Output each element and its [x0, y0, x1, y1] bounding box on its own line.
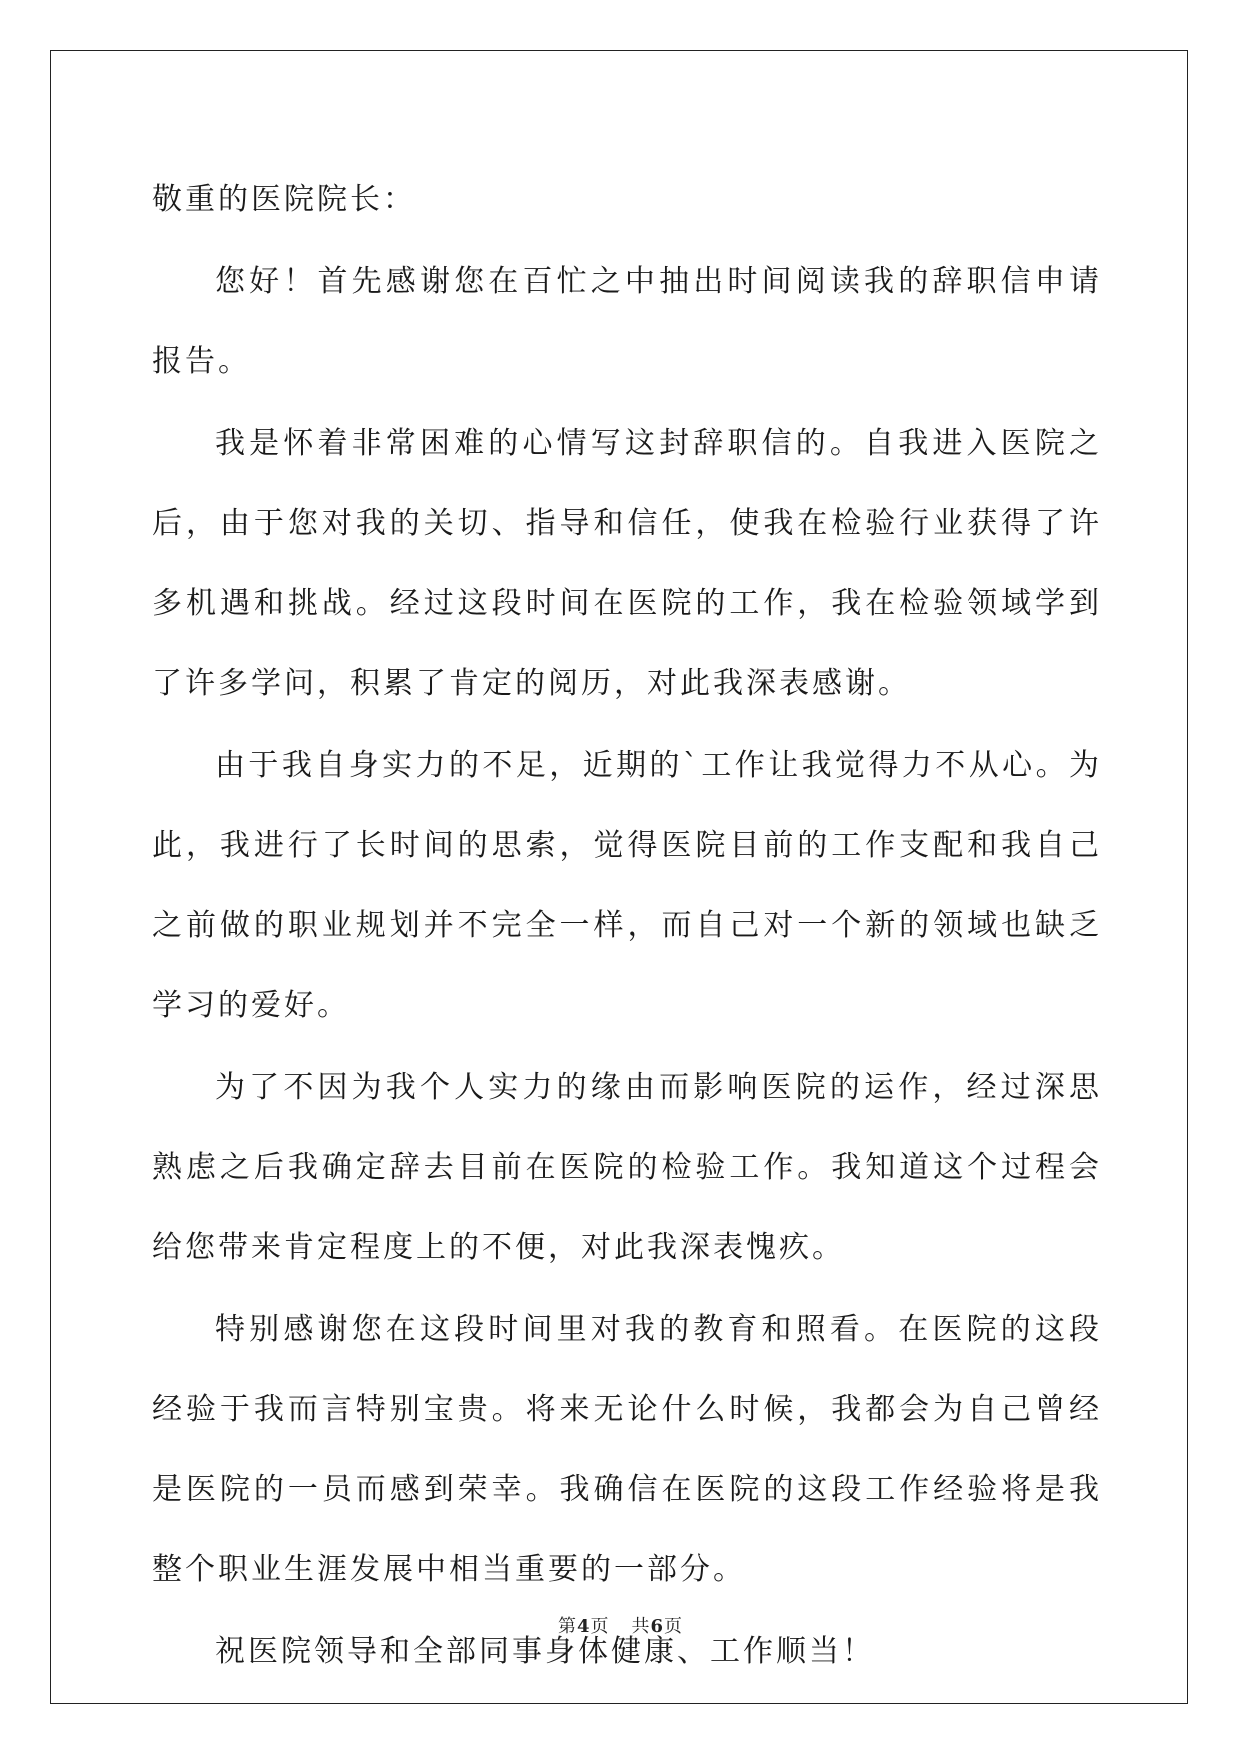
- letter-paragraph-3: 由于我自身实力的不足，近期的`工作让我觉得力不从心。为此，我进行了长时间的思索，觉得医院目前的工作支配和我自己之前做的职业规划并不完全一样，而自己对一个新的领域也缺乏学习的爱好。: [152, 748, 1102, 1023]
- current-page-number: 4: [576, 1616, 591, 1637]
- letter-paragraph-4: 为了不因为我个人实力的缘由而影响医院的运作，经过深思熟虑之后我确定辞去目前在医院的检验工作。我知道这个过程会给您带来肯定程度上的不便，对此我深表愧疚。: [152, 1070, 1102, 1265]
- page-footer: [0, 1612, 1241, 1638]
- letter-salutation: 敬重的医院院长：: [152, 182, 416, 217]
- letter-paragraph-2: 我是怀着非常困难的心情写这封辞职信的。自我进入医院之后，由于您对我的关切、指导和信任，使我在检验行业获得了许多机遇和挑战。经过这段时间在医院的工作，我在检验领域学到了许多学问，积累了肯定的阅历，对此我深表感谢。: [152, 426, 1102, 701]
- letter-paragraph-6: 祝医院领导和全部同事身体健康、工作顺当！: [215, 1634, 875, 1669]
- page-number-suffix: 页: [590, 1616, 610, 1637]
- page-number-prefix: 第: [557, 1616, 577, 1637]
- letter-body: [152, 160, 1102, 1694]
- letter-paragraph-5: 特别感谢您在这段时间里对我的教育和照看。在医院的这段经验于我而言特别宝贵。将来无论什么时候，我都会为自己曾经是医院的一员而感到荣幸。我确信在医院的这段工作经验将是我整个职业生涯发展中相当重要的一部分。: [152, 1312, 1102, 1587]
- letter-paragraph-1: 您好！首先感谢您在百忙之中抽出时间阅读我的辞职信申请报告。: [152, 264, 1102, 379]
- total-pages-number: 6: [650, 1616, 665, 1637]
- total-pages-suffix: 页: [664, 1616, 684, 1637]
- total-pages-prefix: 共: [631, 1616, 651, 1637]
